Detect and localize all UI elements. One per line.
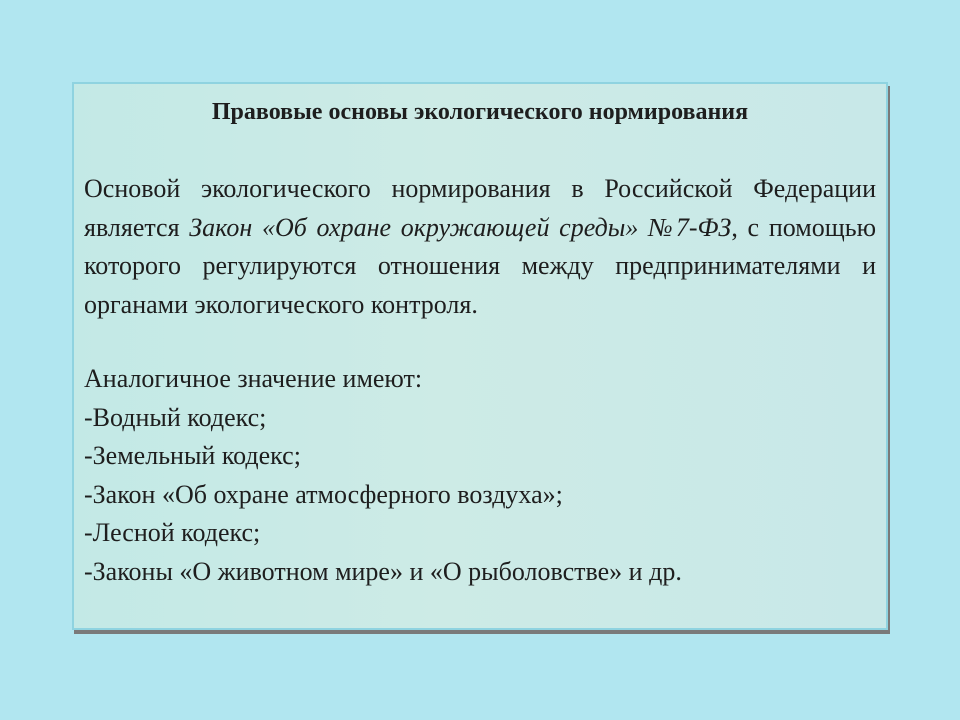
main-paragraph bbox=[84, 170, 876, 324]
list-item: -Закон «Об охране атмосферного воздуха»; bbox=[84, 479, 563, 509]
list-item: -Земельный кодекс; bbox=[84, 441, 301, 470]
paragraph-text-end: , с помощью которого регулируются отношения между предпринимателями и органами экологического контроля. bbox=[84, 212, 876, 319]
paragraph-text-start: Основой экологического нормирования в Российской Федерации является bbox=[84, 174, 876, 242]
law-reference: Закон «Об охране окружающей среды» №7-ФЗ bbox=[189, 212, 732, 242]
list-heading: Аналогичное значение имеют: bbox=[84, 364, 423, 393]
content-box bbox=[72, 82, 888, 630]
list-item: -Лесной кодекс; bbox=[84, 518, 261, 547]
list-item: -Водный кодекс; bbox=[84, 402, 267, 432]
law-list bbox=[84, 399, 876, 592]
slide-title: Правовые основы экологического нормирования bbox=[211, 99, 749, 125]
list-item: -Законы «О животном мире» и «О рыболовстве» и др. bbox=[84, 556, 682, 586]
content bbox=[84, 98, 876, 591]
